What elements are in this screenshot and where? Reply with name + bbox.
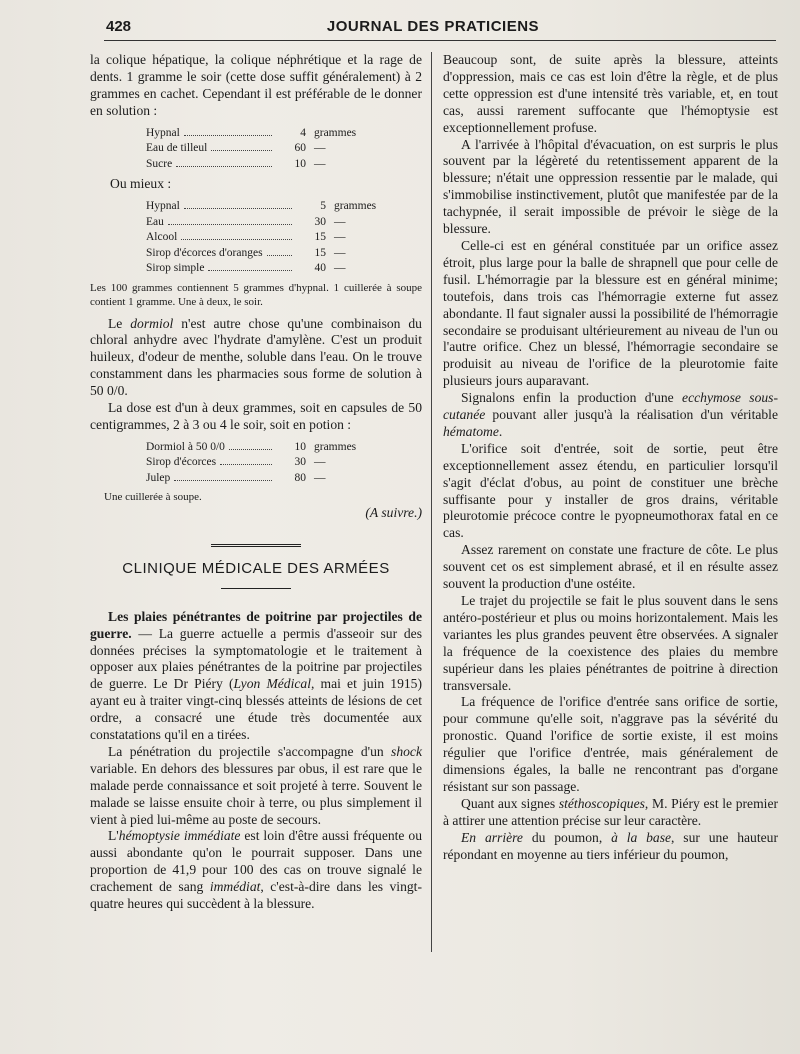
paragraph: la colique hépatique, la colique néphrétique et la rage de dents. 1 gramme le soir (cette dose suffit généralement) à 2 grammes en cachet. Cependant il est préférable de le donner en solution :: [90, 52, 422, 118]
paragraph-ecchymose: Signalons enfin la production d'une ecchymose sous-cutanée pouvant aller jusqu'à la réalisation d'un véritable hématome.: [443, 390, 778, 439]
leader-dots: [220, 464, 272, 465]
article: [90, 609, 422, 913]
paragraph-en-arriere: En arrière du poumon, à la base, sur une hauteur répondant en moyenne au tiers inférieur du poumon,: [443, 829, 778, 862]
paragraph: La fréquence de l'orifice d'entrée sans orifice de sortie, pour commune qu'elle soit, n'aggrave pas la sévérité du pronostic. Quand l'orifice de sortie existe, il est moins régulier que l'orifice d'entrée, mais généralement de dimensions égales, la balle ne rencontrant pas d'organe résistant sur son passage.: [443, 694, 778, 794]
column-divider: [431, 52, 432, 952]
article-title: Les plaies pénétrantes de poitrine par projectiles de guerre.: [90, 608, 422, 641]
ingredient-name: Sirop simple: [146, 262, 205, 275]
ingredient-quantity: 15: [314, 246, 326, 259]
formula-hypnal-2: [146, 199, 396, 277]
section-ornament: [211, 544, 301, 547]
paragraph-dormiol: Le dormiol n'est autre chose qu'une combinaison du chloral anhydre avec l'hydrate d'amylène. C'est un produit huileux, d'odeur de menthe, soluble dans l'eau. On le trouve constamment dans les pharmacies sous forme de solution à 50 0/0.: [90, 315, 422, 399]
ingredient-quantity: 10: [294, 157, 306, 170]
right-column: [443, 52, 778, 864]
ingredient-unit: —: [334, 231, 346, 244]
paragraph: A l'arrivée à l'hôpital d'évacuation, on est surpris le plus souvent par la légèreté du retentissement apparent de la blessure; n'était une oppression ressentie par le malade, qui s'immobilise instinctivement, plutôt que manifestée par de la tachypnée, il serait impossible de prévoir le siège de la blessure.: [443, 136, 778, 237]
section-rule: [221, 588, 291, 589]
ingredient-unit: —: [314, 157, 326, 170]
paragraph: Beaucoup sont, de suite après la blessure, atteints d'oppression, mais ce cas est loin d'être la règle, et de plus cette oppression est d'une intensité très variable, et, en tout cas, aussi rarement suffocante que l'hémoptysie est exceptionnellement profuse.: [443, 52, 778, 135]
paragraph: L'orifice soit d'entrée, soit de sortie, peut être exceptionnellement assez étendu, en particulier lorsqu'il s'agit d'éclat d'obus, au point de constituer une brèche suffisante pour y installer de gros drains, véritable pleurotomie précoce contre le pyopneumothorax fatal en ce cas.: [443, 440, 778, 541]
leader-dots: [176, 166, 272, 167]
ingredient-quantity: 15: [314, 231, 326, 244]
leader-dots: [229, 449, 272, 450]
ingredient-name: Eau de tilleul: [146, 142, 208, 155]
ingredient-name: Sirop d'écorces: [146, 456, 217, 469]
ingredient-quantity: 40: [314, 262, 326, 275]
ingredient-unit: grammes: [314, 440, 357, 453]
ingredient-quantity: 5: [320, 200, 326, 213]
paragraph-dose: La dose est d'un à deux grammes, soit en capsules de 50 centigrammes, 2 à 3 ou 4 le soir, soit en potion :: [90, 400, 422, 432]
ingredient-quantity: 80: [294, 471, 306, 484]
ingredient-unit: —: [314, 142, 326, 155]
formula-row: [146, 199, 396, 215]
ingredient-unit: —: [334, 215, 346, 228]
ingredient-name: Alcool: [146, 231, 178, 244]
article-intro: Les plaies pénétrantes de poitrine par projectiles de guerre. — La guerre actuelle a permis d'asseoir sur des données précises la symptomatologie et le traitement à opposer aux plaies pénétrantes de la poitrine par projectiles de guerre. Le Dr Piéry (Lyon Médical, mai et juin 1915) ayant eu à traiter vingt-cinq blessés atteints de lésions de cet ordre, a consacré une étude très documentée aux constatations qu'il en a tirées.: [90, 608, 422, 743]
ingredient-quantity: 10: [294, 440, 306, 453]
leader-dots: [211, 150, 272, 151]
journal-title: JOURNAL DES PRATICIENS: [326, 18, 540, 35]
formula-row: [146, 215, 396, 231]
paragraph-shock: La pénétration du projectile s'accompagne d'un shock variable. En dehors des blessures par obus, il est rare que le malade perde connaissance et soit projeté à terre. Souvent le malade se laisse ensuite choir à terre, ou plus simplement il vient à pied lui-même au poste de secours.: [90, 743, 422, 827]
paragraph-hemoptysie: L'hémoptysie immédiate est loin d'être aussi fréquente ou aussi abondante qu'on le pourrait supposer. Dans une proportion de 41,9 pour 100 des cas on trouve signalé le crachement de sang immédiat, c'est-à-dire dans les vingt-quatre heures qui succèdent à la blessure.: [90, 828, 422, 912]
ingredient-quantity: 30: [294, 456, 306, 469]
formula-row: [146, 261, 396, 277]
leader-dots: [208, 270, 292, 271]
cuilleree: Une cuillerée à soupe.: [104, 491, 202, 504]
ingredient-name: Dormiol à 50 0/0: [146, 440, 225, 453]
formula-row: [146, 230, 396, 246]
ingredient-unit: grammes: [314, 126, 357, 139]
ingredient-quantity: 60: [294, 142, 306, 155]
paragraph: Celle-ci est en général constituée par un orifice assez étroit, plus large pour la balle de shrapnell que pour celle de fusil. L'hémorragie par la blessure est en général minime; toutefois, dans trois cas l'hémorragie externe fut assez abondante. Il faut signaler aussi la possibilité de l'hémorragie secondaire se produisant ultérieurement au niveau de l'un ou l'autre orifice. Chez un blessé, l'hémorragie secondaire se produisit au niveau de l'orifice de la pleurotomie faite plusieurs jours auparavant.: [443, 237, 778, 389]
ingredient-name: Hypnal: [146, 126, 180, 139]
ingredient-name: Julep: [146, 471, 171, 484]
formula-row: [146, 471, 376, 487]
formula-row: [146, 126, 376, 142]
ingredient-name: Sirop d'écorces d'oranges: [146, 246, 263, 259]
formula-hypnal-1: [146, 126, 376, 173]
ingredient-unit: —: [334, 262, 346, 275]
ingredient-unit: —: [334, 246, 346, 259]
ingredient-name: Eau: [146, 215, 164, 228]
ou-mieux: Ou mieux :: [110, 176, 172, 192]
left-column: [90, 52, 422, 913]
leader-dots: [184, 135, 272, 136]
formula-row: [146, 246, 396, 262]
ingredient-unit: grammes: [334, 200, 377, 213]
ingredient-unit: —: [314, 456, 326, 469]
formula-row: [146, 455, 376, 471]
header-rule: [104, 40, 776, 41]
paragraph: Le trajet du projectile se fait le plus souvent dans le sens antéro-postérieur et plus ou moins horizontalement. Mais les variantes les plus grandes peuvent être observées. A signaler la fréquence de la coexistence des plaies du membre supérieur dans les plaies pénétrantes de poitrine à direction transversale.: [443, 593, 778, 693]
leader-dots: [174, 480, 272, 481]
leader-dots: [181, 239, 292, 240]
leader-dots: [168, 224, 292, 225]
a-suivre: (A suivre.): [365, 504, 422, 520]
paragraph: Assez rarement on constate une fracture de côte. Le plus souvent cet os est simplement abrasé, et il en résulte assez souvent la production d'une ostéite.: [443, 542, 778, 592]
page-number: 428: [106, 18, 132, 35]
leader-dots: [267, 255, 292, 256]
page-header: [96, 14, 770, 38]
section-title: CLINIQUE MÉDICALE DES ARMÉES: [122, 559, 390, 577]
formula-row: [146, 157, 376, 173]
ingredient-name: Sucre: [146, 157, 173, 170]
ingredient-unit: —: [314, 471, 326, 484]
ingredient-name: Hypnal: [146, 200, 180, 213]
formula-note: Les 100 grammes contiennent 5 grammes d'hypnal. 1 cuillerée à soupe contient 1 gramme. Une à deux, le soir.: [90, 281, 422, 309]
leader-dots: [184, 208, 292, 209]
section-heading: [90, 544, 422, 589]
formula-dormiol: [146, 440, 376, 487]
ingredient-quantity: 30: [314, 215, 326, 228]
paragraph-stethoscopiques: Quant aux signes stéthoscopiques, M. Piéry est le premier à attirer une attention précise sur leur caractère.: [443, 795, 778, 828]
formula-row: [146, 141, 376, 157]
ingredient-quantity: 4: [300, 126, 306, 139]
formula-row: [146, 440, 376, 456]
